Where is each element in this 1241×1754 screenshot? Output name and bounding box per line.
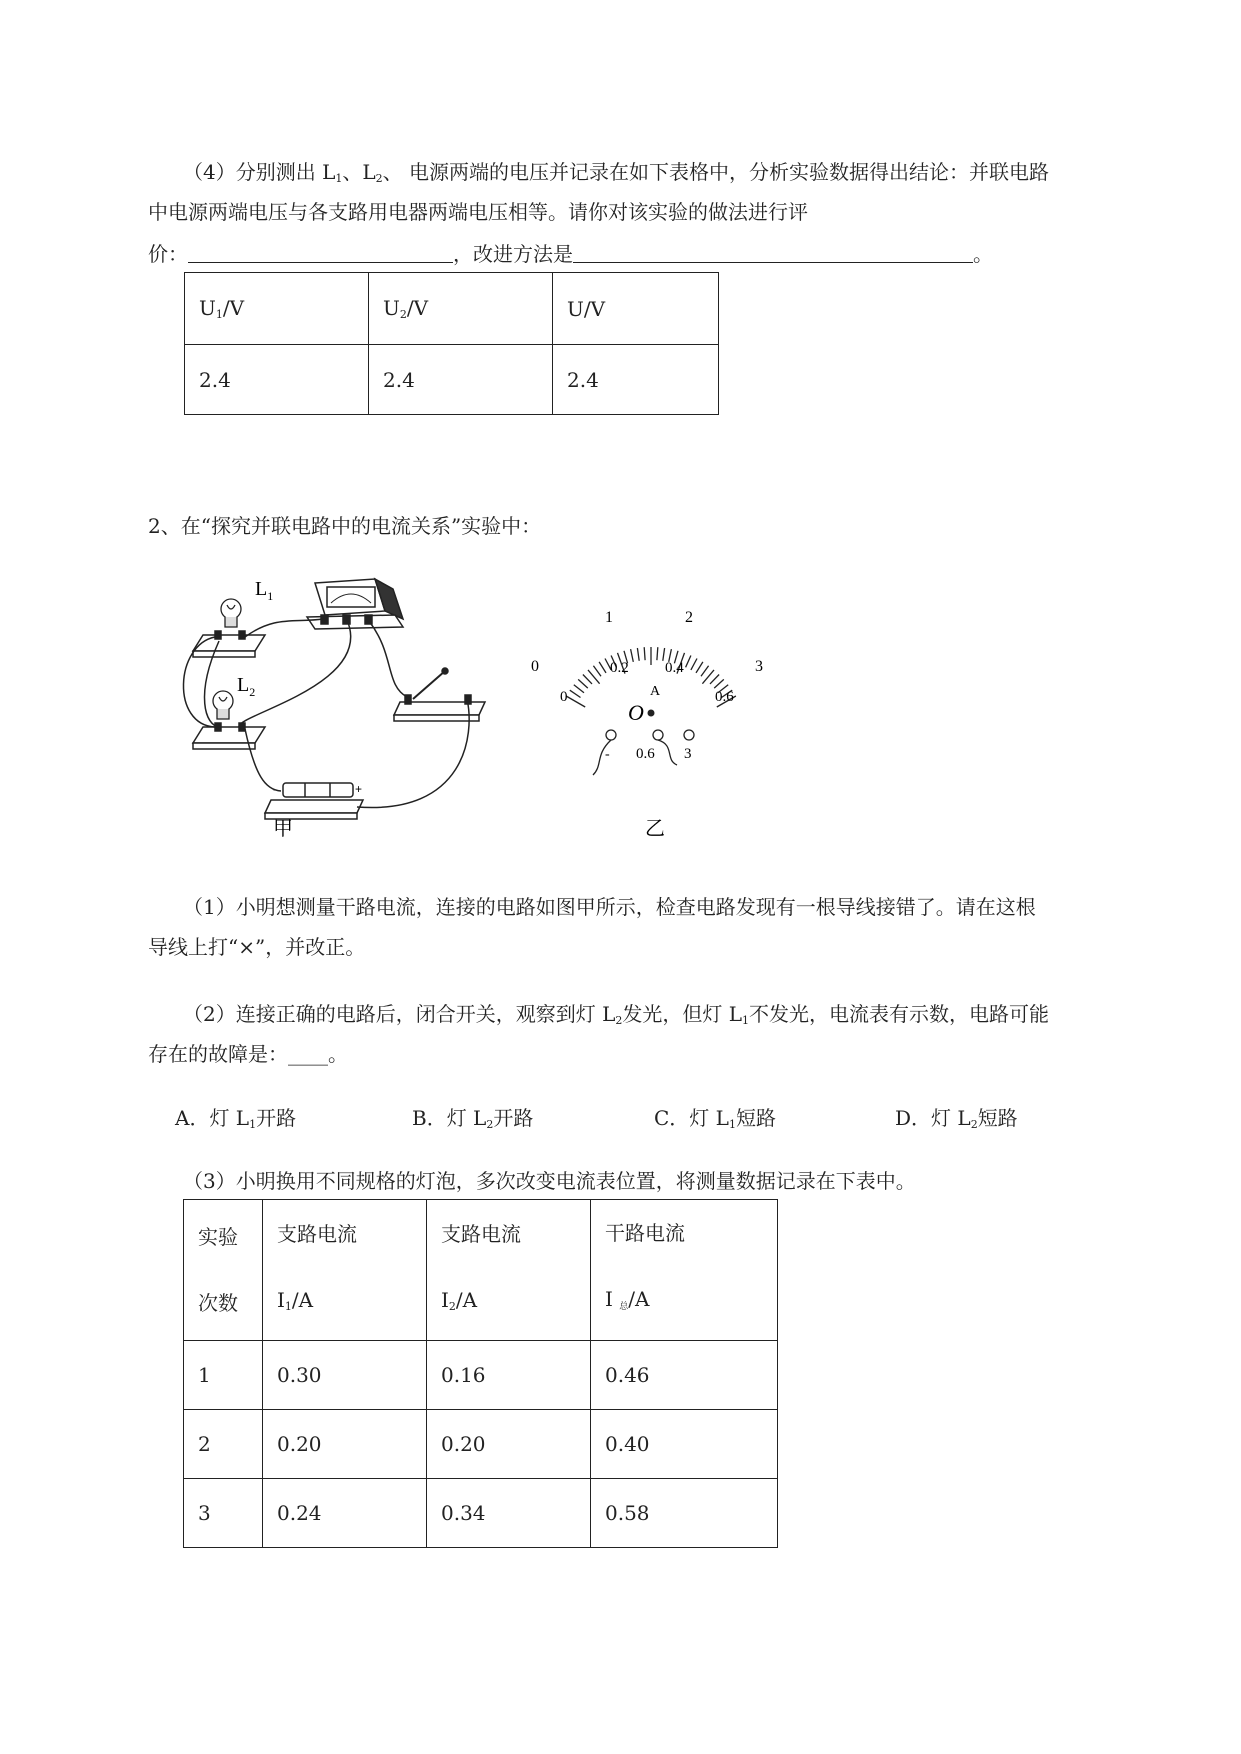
dial-tick: [691, 659, 697, 670]
dial-top-tick-3: 3: [755, 658, 763, 675]
lamp-l2-base: [193, 723, 265, 749]
dial-tick: [701, 666, 709, 677]
lamp-l1-label: $L_1$: [255, 578, 274, 603]
voltage-value: 2.4: [553, 345, 719, 415]
dial-tick: [644, 647, 645, 660]
figure-label-yi: 乙: [645, 818, 665, 840]
voltage-value: 2.4: [369, 345, 553, 415]
current-header-i2: 支路电流 $I_2/A$: [427, 1200, 591, 1341]
dial-tick: [663, 648, 665, 661]
voltage-value: 2.4: [185, 345, 369, 415]
dial-top-tick-0: 0: [531, 658, 539, 675]
dial-tick: [574, 685, 584, 693]
battery-minus-label: -: [273, 782, 277, 796]
circuit-diagram: [175, 575, 505, 845]
dial-tick: [631, 649, 634, 662]
dial-tick: [578, 679, 588, 688]
figure-label-jia: 甲: [273, 818, 293, 840]
ammeter-dial: [525, 595, 795, 845]
q4-line3: 价： ，改进方法是 。: [148, 242, 993, 266]
dial-center-label: O: [628, 700, 644, 725]
dial-tick: [710, 675, 719, 684]
ammeter: [307, 579, 403, 629]
dial-top-tick-2: 2: [685, 609, 693, 626]
q2-part2-line2: 存在的故障是：____。: [148, 1042, 348, 1066]
dial-tick: [583, 675, 592, 684]
current-header-itotal: 干路电流 I $_总$/A: [591, 1200, 778, 1341]
current-header-i1: 支路电流 $I_1/A$: [263, 1200, 427, 1341]
voltage-header-u2: $U_2/V$: [369, 273, 553, 345]
evaluation-blank[interactable]: [188, 242, 453, 263]
voltage-header-u1: $U_1/V$: [185, 273, 369, 345]
q2-part2-line1: （2）连接正确的电路后，闭合开关，观察到灯 $L_2$发光，但灯 $L_1$不发光，电流表有示数，电路可能: [183, 1002, 1050, 1027]
q2-part1-line1: （1）小明想测量干路电流，连接的电路如图甲所示，检查电路发现有一根导线接错了。请在这根: [183, 895, 1036, 919]
lamp-l2-bulb: [213, 691, 233, 719]
q2-title: 2、在“探究并联电路中的电流关系”实验中：: [148, 514, 542, 538]
voltage-header-u: U/V: [553, 273, 719, 345]
dial-bottom-tick-3: 0.6: [715, 689, 734, 705]
current-table: [183, 1199, 778, 1548]
terminal-minus-label: -: [605, 747, 610, 762]
table-row: 2 0.20 0.20 0.40: [184, 1410, 778, 1479]
battery-plus-label: +: [355, 782, 363, 796]
dial-tick: [657, 647, 658, 660]
dial-top-tick-1: 1: [605, 609, 613, 626]
dial-unit: A: [650, 684, 661, 699]
switch: [394, 668, 485, 721]
dial-tick: [714, 679, 724, 688]
dial-tick: [570, 690, 581, 697]
option-b[interactable]: B．灯 $L_2$开路: [412, 1106, 534, 1131]
terminal-3-label: 3: [684, 746, 692, 762]
dial-tick: [686, 656, 691, 668]
dial-tick: [593, 666, 601, 677]
option-d[interactable]: D．灯 $L_2$短路: [895, 1106, 1018, 1131]
dial-tick: [696, 662, 703, 673]
q2-part3: （3）小明换用不同规格的灯泡，多次改变电流表位置，将测量数据记录在下表中。: [183, 1169, 916, 1193]
table-row: 1 0.30 0.16 0.46: [184, 1341, 778, 1410]
dial-tick: [599, 662, 606, 673]
lamp-l2-label: $L_2$: [237, 674, 256, 699]
option-c[interactable]: C．灯 $L_1$短路: [654, 1106, 776, 1131]
lamp-l1-base: [193, 631, 265, 657]
option-a[interactable]: A．灯 $L_1$开路: [175, 1106, 297, 1131]
dial-bottom-tick-0: 0: [560, 689, 568, 705]
dial-pivot: [648, 710, 655, 717]
q2-part1-line2: 导线上打“×”，并改正。: [148, 935, 366, 959]
q4-line2: 中电源两端电压与各支路用电器两端电压相等。请你对该实验的做法进行评: [148, 200, 808, 224]
voltage-table: [184, 272, 719, 415]
current-header-trial: 实验 次数: [184, 1200, 263, 1341]
improvement-blank[interactable]: [573, 242, 973, 263]
dial-tick: [566, 696, 585, 707]
dial-bottom-tick-2: 0.4: [665, 660, 684, 676]
terminal-06-label: 0.6: [636, 746, 655, 762]
battery: [265, 783, 363, 819]
lamp-l1-bulb: [221, 599, 241, 627]
q4-line1: （4）分别测出 $L_1$、$L_2$、 电源两端的电压并记录在如下表格中，分析实验数据得出结论：并联电路: [183, 160, 1050, 185]
table-row: 3 0.24 0.34 0.58: [184, 1479, 778, 1548]
dial-tick: [637, 648, 639, 661]
dial-bottom-tick-1: 0.2: [610, 660, 629, 676]
